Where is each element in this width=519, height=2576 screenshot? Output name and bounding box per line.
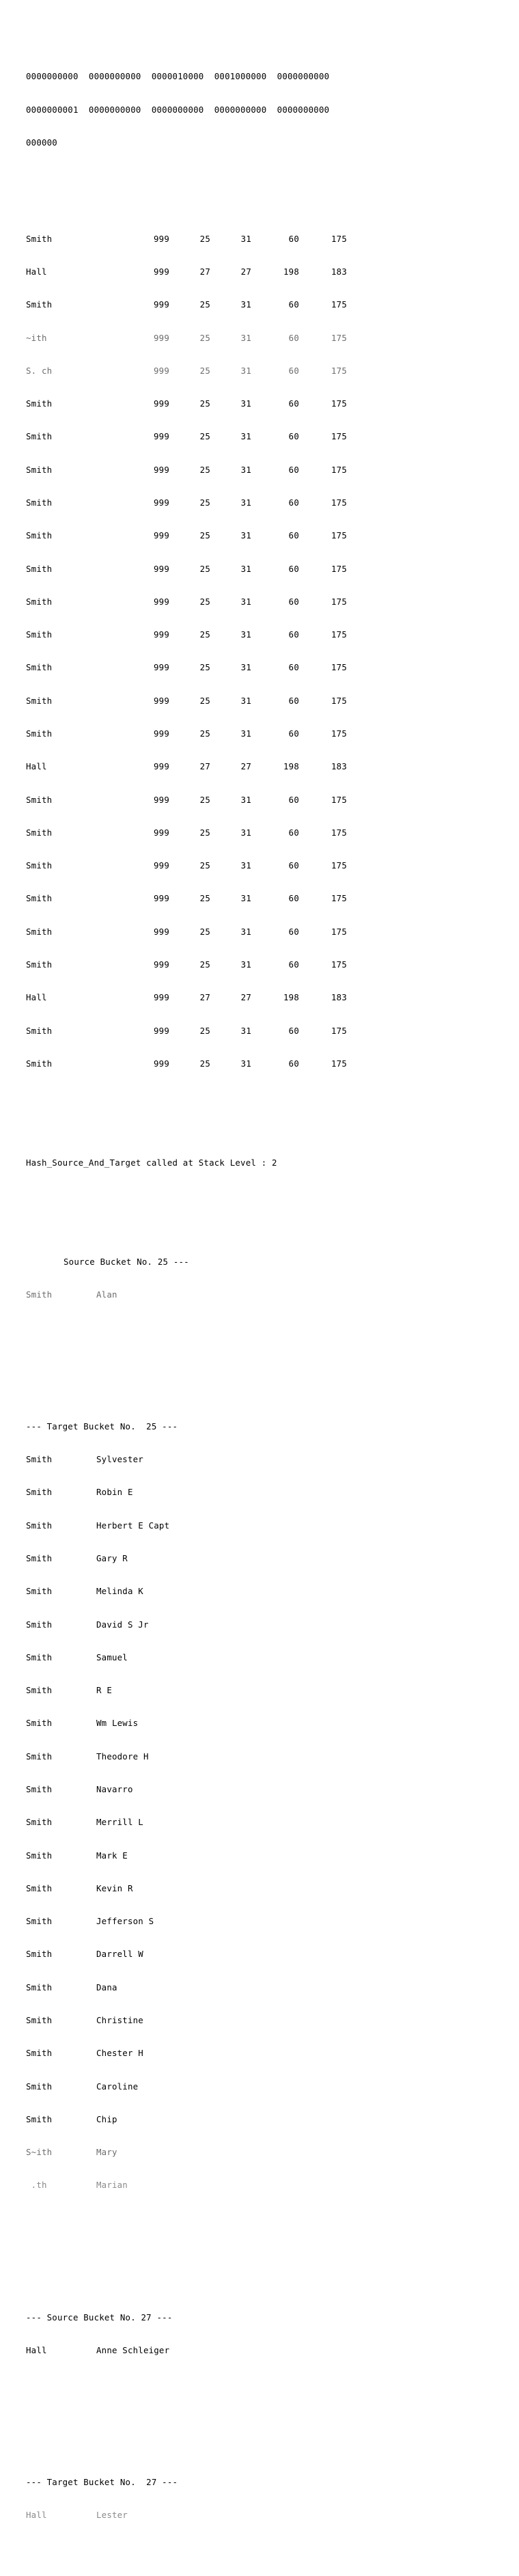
row-col1: 999 [154,1025,169,1036]
row-col5: 183 [331,266,347,277]
row-col5: 175 [331,464,347,475]
row-col2: 27 [199,992,210,1003]
list-item [26,1916,504,1927]
record-last-name: Smith [26,2048,53,2059]
record-first-name: Navarro [96,1784,133,1794]
row-col2: 25 [199,794,210,805]
record-last-name: Smith [26,1718,53,1729]
record-first-name: Kevin R [96,1882,133,1893]
row-name: Hall [26,761,47,772]
row-col2: 25 [199,1025,210,1036]
row-col2: 25 [199,431,210,442]
record-last-name: Smith [26,1454,53,1465]
row-col1: 999 [154,299,169,310]
row-col4: 198 [283,266,299,277]
row-col5: 175 [331,860,347,871]
table-row [26,992,504,1003]
list-item [26,1586,504,1597]
row-name: Smith [26,398,53,409]
table-row [26,366,504,376]
row-col3: 31 [240,827,251,838]
row-name: Smith [26,728,53,739]
row-name: Smith [26,1025,53,1036]
list-item [26,1289,504,1300]
row-col1: 999 [154,959,169,970]
record-first-name: R E [96,1685,112,1696]
record-last-name: Smith [26,1487,53,1498]
row-name: Smith [26,662,53,673]
spacer [26,2246,504,2257]
row-col1: 999 [154,332,169,343]
row-col2: 25 [199,695,210,706]
table-row [26,234,504,245]
record-first-name: Lester [96,2510,128,2521]
row-col2: 25 [199,233,210,244]
row-col3: 31 [240,431,251,442]
record-last-name: Smith [26,1619,53,1630]
table-row [26,827,504,838]
table-row [26,629,504,640]
stack-call-line: Hash_Source_And_Target called at Stack Level : 2 [26,1157,277,1168]
list-item [26,1982,504,1993]
row-col2: 25 [199,1058,210,1069]
record-last-name: Smith [26,1553,53,1564]
record-last-name: Smith [26,1586,53,1597]
table-row [26,530,504,541]
row-col5: 175 [331,365,347,376]
record-last-name: Hall [26,2510,47,2521]
row-col5: 175 [331,332,347,343]
record-first-name: Christine [96,2014,143,2025]
row-name: Smith [26,1058,53,1069]
row-name: Hall [26,266,47,277]
row-col5: 175 [331,530,347,541]
row-col1: 999 [154,596,169,607]
record-first-name: Alan [96,1289,117,1300]
row-col5: 175 [331,1058,347,1069]
record-last-name: .th [26,2180,47,2191]
bucket-section-source-27 [26,2290,504,2378]
row-col4: 198 [283,992,299,1003]
row-col3: 31 [240,299,251,310]
row-name: Smith [26,959,53,970]
row-col2: 25 [199,299,210,310]
list-item [26,2147,504,2158]
section-heading: --- Source Bucket No. 27 --- [26,2312,173,2322]
table-row [26,860,504,871]
row-col4: 60 [288,827,299,838]
row-col1: 999 [154,761,169,772]
list-item [26,2114,504,2125]
row-name: Smith [26,233,53,244]
record-first-name: Chester H [96,2048,143,2059]
list-item [26,1817,504,1828]
list-item [26,2345,504,2356]
row-col3: 31 [240,1058,251,1069]
row-col3: 31 [240,860,251,871]
record-first-name: Robin E [96,1487,133,1498]
row-col5: 175 [331,827,347,838]
table-row [26,564,504,575]
table-row [26,959,504,970]
record-first-name: Mark E [96,1850,128,1861]
list-item [26,1784,504,1795]
row-col4: 60 [288,365,299,376]
row-col2: 25 [199,959,210,970]
record-last-name: Smith [26,1982,53,1992]
row-col4: 60 [288,233,299,244]
row-col1: 999 [154,365,169,376]
binary-line: 0000000000 0000000000 0000010000 0001000000 0000000000 [26,71,330,82]
row-col4: 60 [288,629,299,640]
row-col5: 175 [331,497,347,508]
table-row [26,761,504,772]
row-col5: 175 [331,728,347,739]
record-last-name: Smith [26,1289,53,1300]
table-row [26,662,504,673]
row-col3: 31 [240,365,251,376]
row-col2: 25 [199,497,210,508]
record-last-name: Smith [26,1949,53,1960]
section-heading: --- Target Bucket No. 27 --- [26,2476,178,2487]
table-row [26,497,504,508]
row-col2: 27 [199,266,210,277]
row-col3: 31 [240,695,251,706]
row-col4: 60 [288,1058,299,1069]
record-first-name: Wm Lewis [96,1718,139,1729]
record-last-name: Smith [26,1751,53,1762]
row-col4: 60 [288,530,299,541]
bucket-section-target-25 [26,1399,504,2213]
record-last-name: Smith [26,1652,53,1662]
record-first-name: Herbert E Capt [96,1520,170,1531]
row-col2: 25 [199,728,210,739]
row-name: Smith [26,926,53,937]
table-row [26,333,504,344]
table-row [26,465,504,476]
row-col3: 31 [240,233,251,244]
row-name: ~ith [26,332,47,343]
record-first-name: Gary R [96,1553,128,1564]
list-item [26,2048,504,2059]
table-row [26,927,504,937]
record-first-name: Sylvester [96,1454,143,1465]
document-body [26,16,504,2576]
row-col5: 175 [331,596,347,607]
row-col2: 25 [199,860,210,871]
row-col1: 999 [154,860,169,871]
row-col3: 31 [240,530,251,541]
row-col3: 31 [240,662,251,673]
row-col1: 999 [154,530,169,541]
list-item [26,1883,504,1894]
record-last-name: Smith [26,1817,53,1828]
row-col5: 175 [331,629,347,640]
row-col4: 60 [288,926,299,937]
record-last-name: Smith [26,1882,53,1893]
table-row [26,398,504,409]
list-item [26,1685,504,1696]
row-col5: 183 [331,992,347,1003]
row-col4: 60 [288,596,299,607]
row-col3: 27 [240,266,251,277]
row-name: Smith [26,893,53,904]
row-col4: 60 [288,728,299,739]
row-col3: 31 [240,794,251,805]
row-col1: 999 [154,695,169,706]
row-col3: 31 [240,728,251,739]
list-item [26,1850,504,1861]
table-row [26,266,504,277]
row-col5: 175 [331,959,347,970]
row-col3: 31 [240,1025,251,1036]
row-col3: 27 [240,992,251,1003]
list-item [26,1751,504,1762]
table-row [26,728,504,739]
row-col2: 25 [199,365,210,376]
record-first-name: Theodore H [96,1751,149,1762]
row-col5: 175 [331,662,347,673]
row-col2: 25 [199,563,210,574]
spacer [26,2411,504,2422]
row-col3: 31 [240,332,251,343]
record-first-name: Anne Schleiger [96,2344,170,2355]
record-first-name: Melinda K [96,1586,143,1597]
bucket-section-source-25 [26,1234,504,1322]
row-col4: 60 [288,893,299,904]
row-col5: 183 [331,761,347,772]
row-col1: 999 [154,629,169,640]
row-col1: 999 [154,497,169,508]
row-name: Smith [26,497,53,508]
list-item [26,1718,504,1729]
list-item [26,1520,504,1531]
row-name: Smith [26,530,53,541]
record-last-name: Smith [26,1685,53,1696]
row-col2: 25 [199,629,210,640]
row-col2: 25 [199,893,210,904]
row-col3: 31 [240,926,251,937]
row-col5: 175 [331,794,347,805]
row-name: Smith [26,629,53,640]
row-col1: 999 [154,233,169,244]
binary-line: 0000000001 0000000000 0000000000 0000000000 0000000000 [26,104,330,115]
row-col4: 60 [288,959,299,970]
row-col4: 60 [288,431,299,442]
row-name: Smith [26,431,53,442]
row-col5: 175 [331,431,347,442]
row-name: Smith [26,827,53,838]
record-last-name: Smith [26,2014,53,2025]
row-col3: 27 [240,761,251,772]
row-name: Smith [26,464,53,475]
table-row [26,893,504,904]
record-first-name: David S Jr [96,1619,149,1630]
row-col2: 27 [199,761,210,772]
row-col5: 175 [331,1025,347,1036]
row-col2: 25 [199,596,210,607]
table-row [26,431,504,442]
record-first-name: Marian [96,2180,128,2191]
row-name: Smith [26,860,53,871]
list-item [26,2081,504,2092]
row-col4: 60 [288,299,299,310]
record-last-name: Smith [26,1784,53,1794]
row-col1: 999 [154,563,169,574]
row-col2: 25 [199,827,210,838]
spacer [26,1355,504,1366]
row-col4: 198 [283,761,299,772]
row-col4: 60 [288,662,299,673]
spacer [26,1124,504,1135]
list-item [26,2510,504,2521]
row-col5: 175 [331,563,347,574]
row-col3: 31 [240,398,251,409]
record-last-name: Smith [26,2081,53,2092]
table-row [26,1026,504,1037]
row-name: Smith [26,596,53,607]
row-col5: 175 [331,695,347,706]
bucket-section-target-27 [26,2455,504,2543]
row-col2: 25 [199,530,210,541]
row-col5: 175 [331,233,347,244]
row-col4: 60 [288,332,299,343]
list-item [26,2015,504,2026]
row-col5: 175 [331,893,347,904]
record-last-name: Smith [26,1850,53,1861]
row-col4: 60 [288,860,299,871]
row-col5: 175 [331,398,347,409]
row-col3: 31 [240,497,251,508]
row-col4: 60 [288,497,299,508]
row-name: Smith [26,794,53,805]
row-col1: 999 [154,926,169,937]
stats-table [26,212,504,1092]
list-item [26,1619,504,1630]
row-col2: 25 [199,398,210,409]
row-col2: 25 [199,926,210,937]
table-row [26,696,504,707]
record-first-name: Chip [96,2113,117,2124]
record-first-name: Mary [96,2147,117,2158]
list-item [26,1454,504,1465]
record-last-name: Smith [26,1520,53,1531]
table-row [26,1058,504,1069]
table-row [26,597,504,607]
row-col3: 31 [240,629,251,640]
row-col1: 999 [154,398,169,409]
row-col1: 999 [154,728,169,739]
row-col3: 31 [240,464,251,475]
row-col4: 60 [288,398,299,409]
row-col1: 999 [154,827,169,838]
record-first-name: Darrell W [96,1949,143,1960]
row-col1: 999 [154,662,169,673]
row-col1: 999 [154,992,169,1003]
row-col3: 31 [240,596,251,607]
binary-dump-block [26,49,504,170]
spacer [26,1190,504,1201]
section-heading: Source Bucket No. 25 --- [64,1256,189,1267]
row-col1: 999 [154,794,169,805]
section-heading: --- Target Bucket No. 25 --- [26,1421,178,1431]
record-first-name: Samuel [96,1652,128,1662]
row-name: Hall [26,992,47,1003]
row-col5: 175 [331,299,347,310]
row-col3: 31 [240,893,251,904]
row-col2: 25 [199,332,210,343]
list-item [26,1652,504,1663]
record-last-name: Hall [26,2344,47,2355]
row-col2: 25 [199,464,210,475]
record-last-name: S~ith [26,2147,53,2158]
row-col1: 999 [154,431,169,442]
record-first-name: Merrill L [96,1817,143,1828]
row-col1: 999 [154,1058,169,1069]
row-col4: 60 [288,1025,299,1036]
record-last-name: Smith [26,1916,53,1927]
row-col1: 999 [154,893,169,904]
binary-line: 000000 [26,137,57,148]
row-col3: 31 [240,563,251,574]
row-col4: 60 [288,464,299,475]
table-row [26,795,504,806]
list-item [26,1487,504,1498]
record-first-name: Jefferson S [96,1916,154,1927]
list-item [26,1949,504,1960]
row-col5: 175 [331,926,347,937]
row-name: Smith [26,563,53,574]
row-col1: 999 [154,464,169,475]
row-col2: 25 [199,662,210,673]
row-col3: 31 [240,959,251,970]
row-col4: 60 [288,794,299,805]
record-first-name: Caroline [96,2081,139,2092]
row-name: Smith [26,299,53,310]
row-col1: 999 [154,266,169,277]
record-first-name: Dana [96,1982,117,1992]
row-name: Smith [26,695,53,706]
list-item [26,1553,504,1564]
table-row [26,299,504,310]
list-item [26,2180,504,2191]
row-col4: 60 [288,563,299,574]
row-col4: 60 [288,695,299,706]
record-last-name: Smith [26,2113,53,2124]
row-name: S. ch [26,365,53,376]
